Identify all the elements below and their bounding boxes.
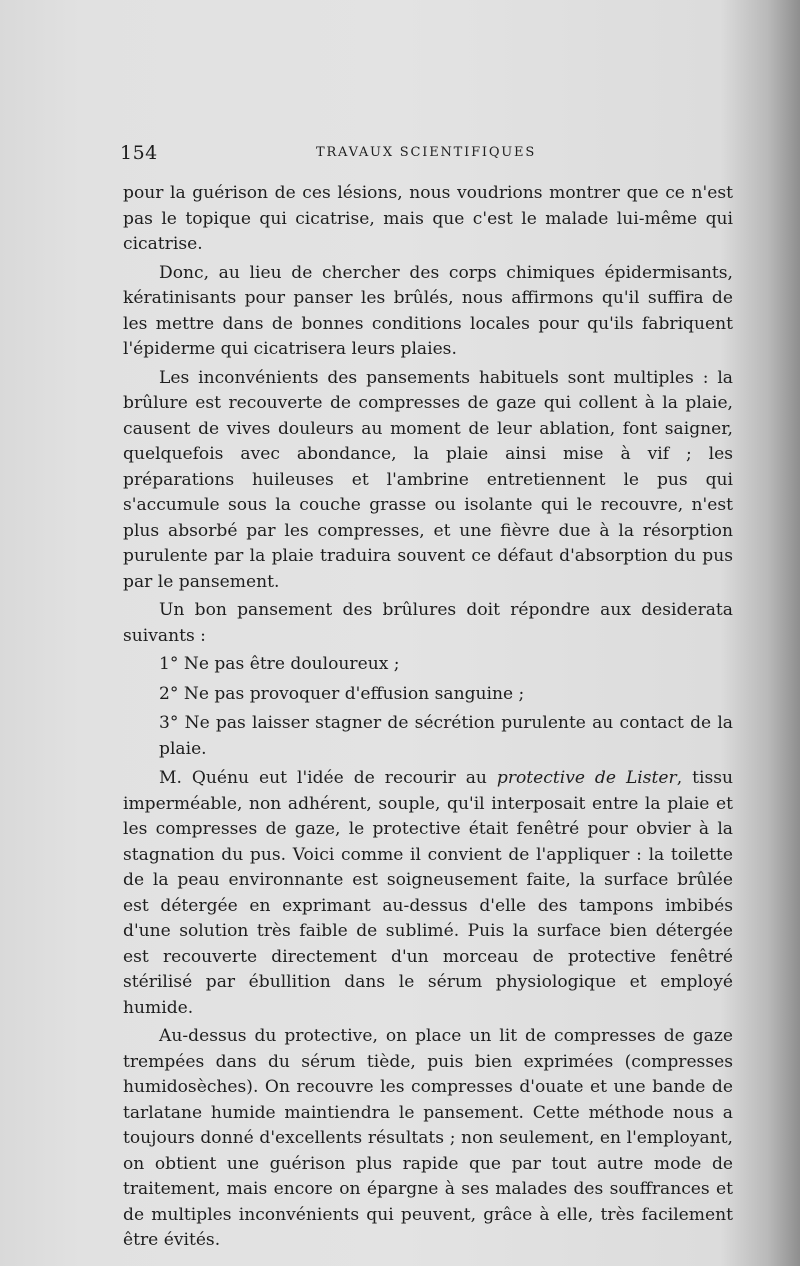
protective-de-lister-term: protective de Lister <box>496 768 677 788</box>
list-item-1: 1° Ne pas être douloureux ; <box>159 654 400 674</box>
running-title: TRAVAUX SCIENTIFIQUES <box>315 145 537 160</box>
quenu-text-start: M. Quénu eut l'idée de recourir au <box>159 768 497 788</box>
body-text <box>123 181 733 1257</box>
paragraph-epidermisants: Donc, au lieu de chercher des corps chimiques épidermisants, kératinisants pour panser les brûlés, nous affirmons qu'il suffira de les mettre dans de bonnes conditions locales pour qu'ils fabriquent l'épiderme qui cicatrisera leurs plaies. <box>123 262 733 359</box>
list-item-2: 2° Ne pas provoquer d'effusion sanguine ; <box>159 683 525 704</box>
paragraph-compresses: Au-dessus du protective, on place un lit de compresses de gaze trempées dans du sérum tiède, puis bien exprimées (compresses humidosèches). On recouvre les compresses d'ouate et une bande de tarlatane humide maintiendra le pansement. Cette méthode nous a toujours donné d'excellents résultats ; non seulement, en l'employant, on obtient une guérison plus rapide que par tout autre mode de traitement, mais encore on épargne à ses malades des souffrances et de multiples inconvénients qui peuvent, grâce à elle, très facilement être évités. <box>123 1026 733 1250</box>
list-item-3: 3° Ne pas laisser stagner de sécrétion purulente au contact de la plaie. <box>159 713 733 759</box>
paragraph-quenu <box>123 766 733 1021</box>
paragraph-inconvenients: Les inconvénients des pansements habituels sont multiples : la brûlure est recouverte de compresses de gaze qui collent à la plaie, causent de vives douleurs au moment de leur ablation, font saigner, quelquefois avec abondance, la plaie ainsi mise à vif ; les préparations huileuses et l'ambrine entretiennent le pus qui s'accumule sous la couche grasse ou isolante qui le recouvre, n'est plus absorbé par les compresses, et une fièvre due à la résorption purulente par la plaie traduira souvent ce défaut d'absorption du pus par le pansement. <box>123 367 733 592</box>
running-head <box>120 142 732 166</box>
paragraph-continuation: pour la guérison de ces lésions, nous voudrions montrer que ce n'est pas le topique qui cicatrise, mais que c'est le malade lui-même qui cicatrise. <box>123 183 733 254</box>
paragraph-desiderata: Un bon pansement des brûlures doit répondre aux desiderata suivants : <box>123 600 733 646</box>
page-number: 154 <box>120 142 158 164</box>
quenu-text-end: , tissu imperméable, non adhérent, souple, qu'il interposait entre la plaie et les compresses de gaze, le protective était fenêtré pour obvier à la stagnation du pus. Voici comme il convient de l'appliquer : la toilette de la peau environnante est soigneusement faite, la surface brûlée est détergée en exprimant au-dessus d'elle des tampons imbibés d'une solution très faible de sublimé. Puis la surface bien détergée est recouverte directement d'un morceau de protective fenêtré stérilisé par ébullition dans le sérum physiologique et employé humide. <box>123 768 733 1018</box>
